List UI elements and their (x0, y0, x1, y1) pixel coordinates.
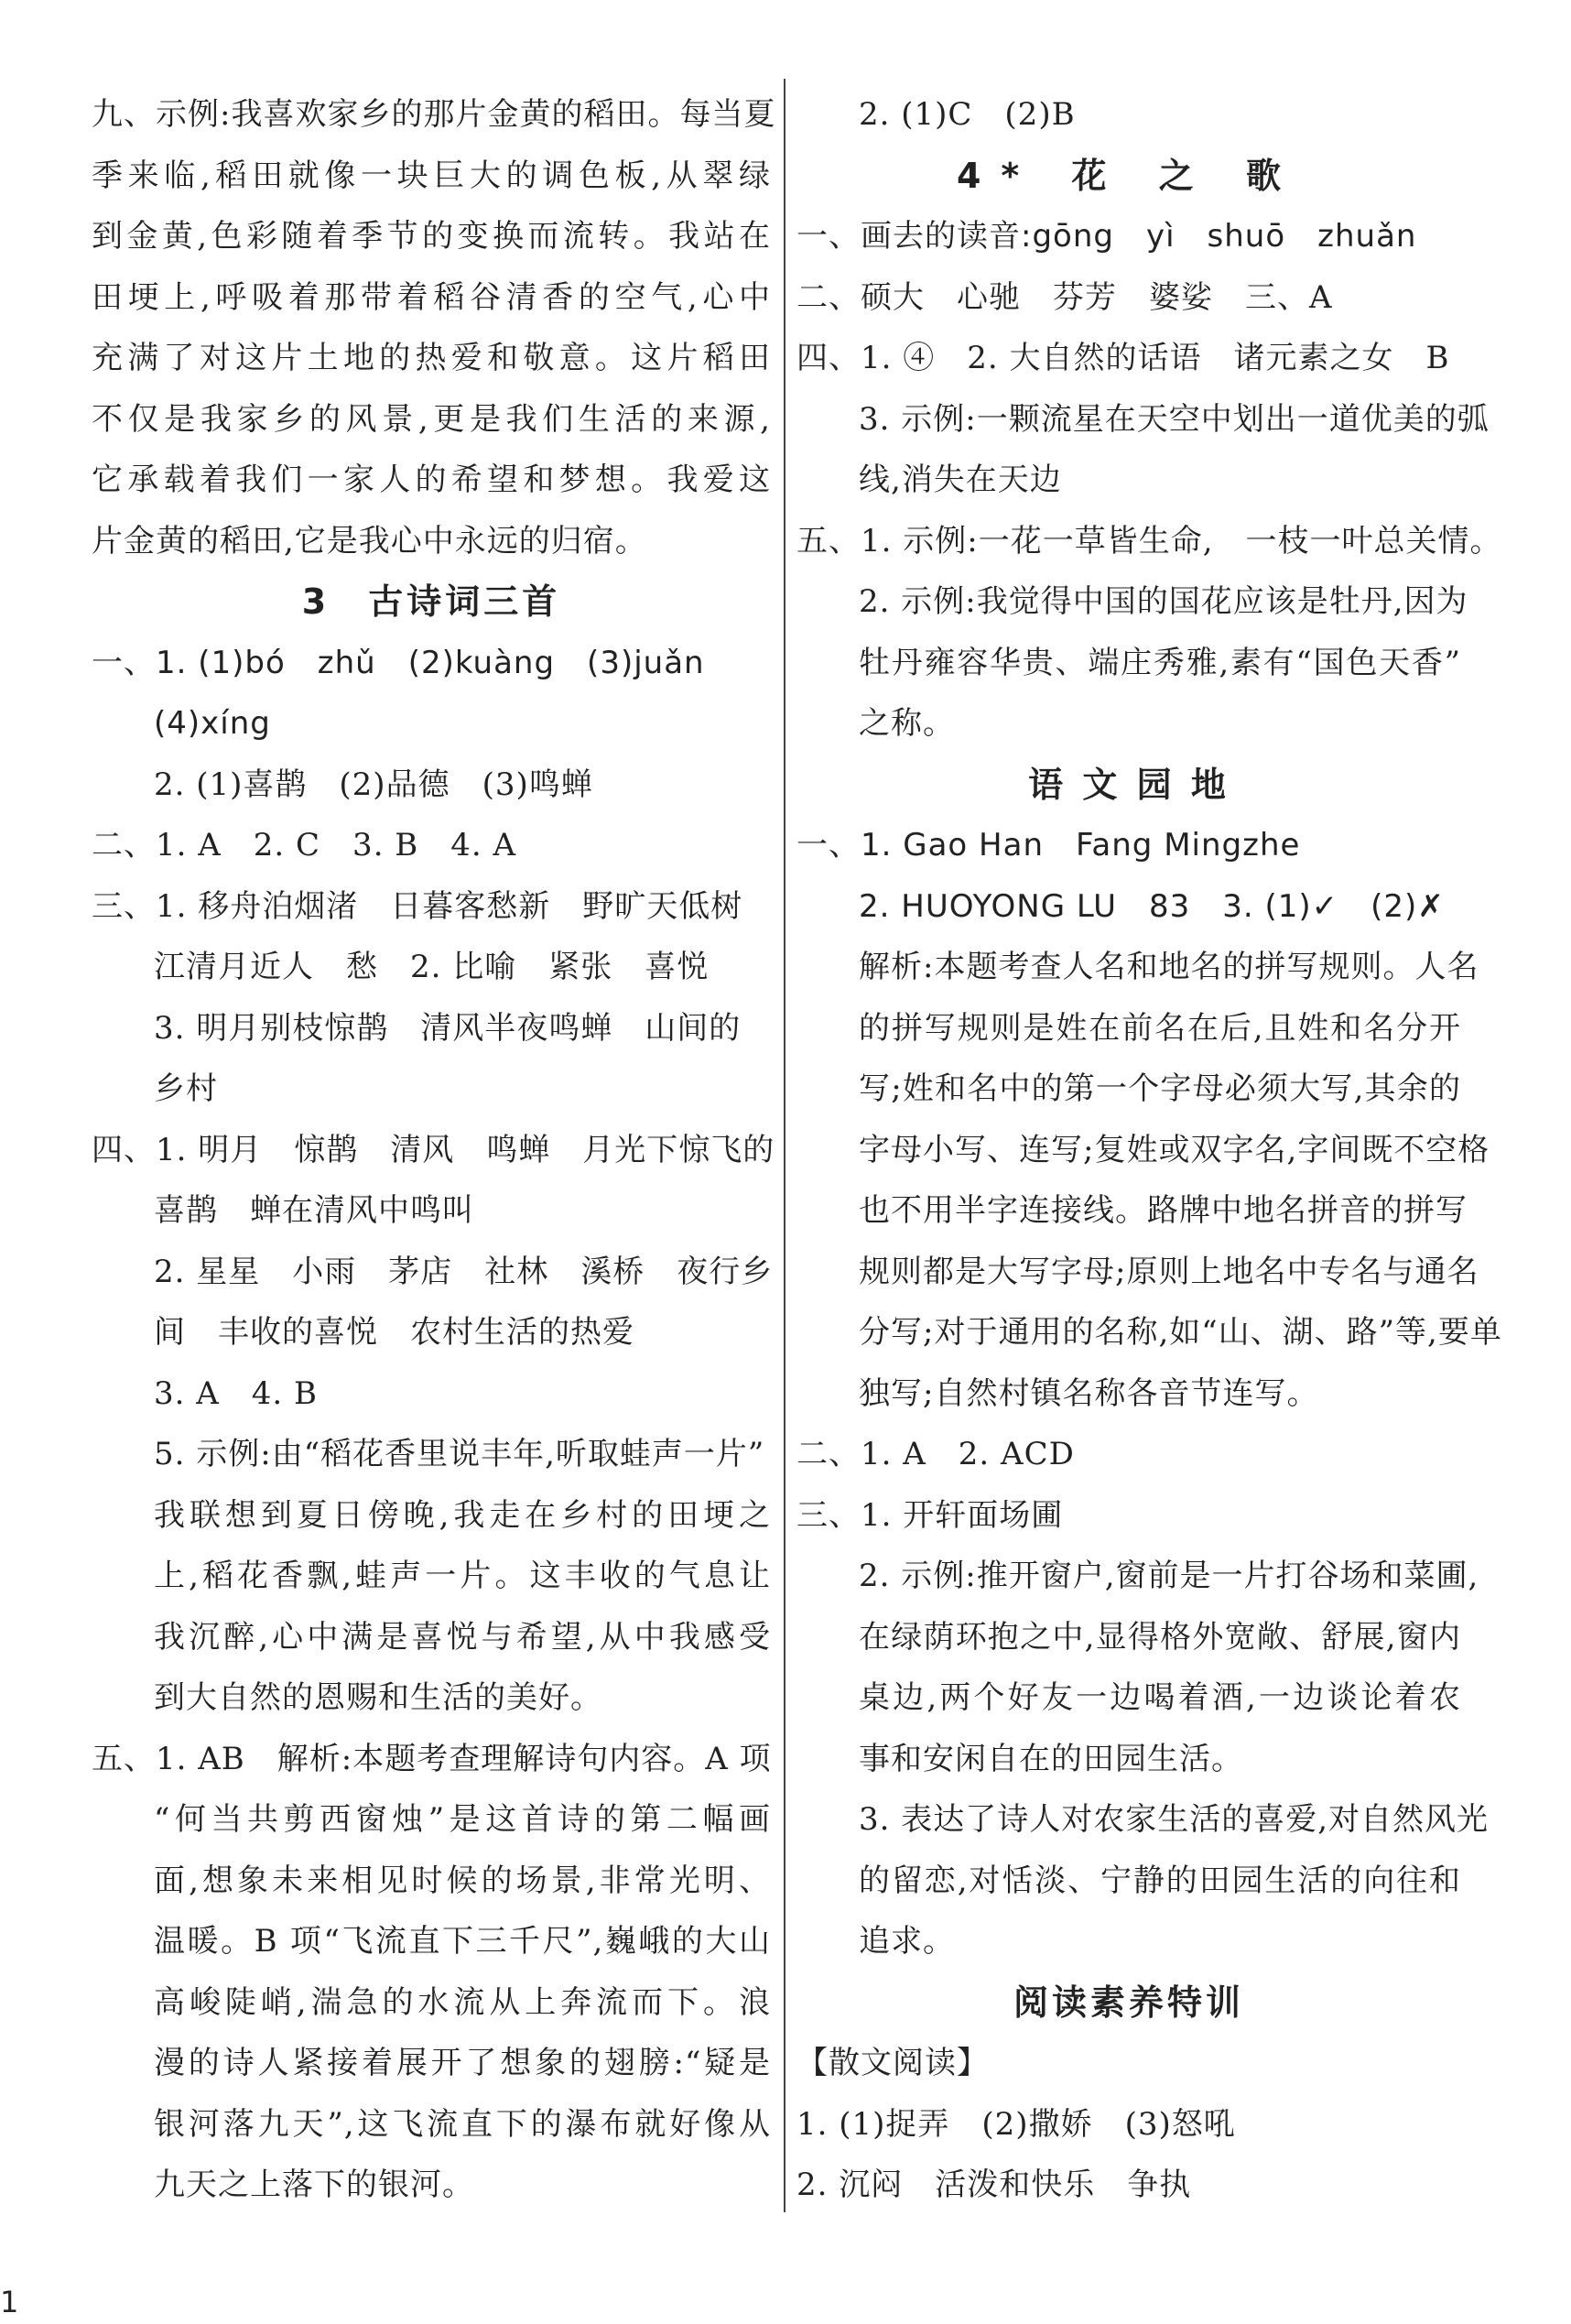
answer-line: 分写;对于通用的名称,如“山、湖、路”等,要单 (859, 1314, 1502, 1351)
answer-line: 2. HUOYONG LU 83 3. (1)✓ (2)✗ (859, 887, 1445, 925)
answer-line: 面,想象未来相见时候的场景,非常光明、 (154, 1862, 771, 1899)
section-heading: 语 文 园 地 (1028, 764, 1230, 805)
answer-line: 到金黄,色彩随着季节的变换而流转。我站在 (92, 218, 771, 255)
answer-line: 2. 沉闷 活泼和快乐 争执 (796, 2167, 1192, 2203)
answer-line: 一、1. (1)bó zhǔ (2)kuàng (3)juǎn (92, 644, 705, 681)
answer-line: 5. 示例:由“稻花香里说丰年,听取蛙声一片” (154, 1436, 765, 1472)
answer-line: 也不用半字连接线。路牌中地名拼音的拼写 (859, 1192, 1468, 1229)
answer-line: 2. 示例:我觉得中国的国花应该是牡丹,因为 (859, 583, 1468, 620)
section-heading: 3 古诗词三首 (301, 581, 561, 622)
answer-line: 一、1. Gao Han Fang Mingzhe (796, 827, 1301, 863)
answer-line: 【散文阅读】 (796, 2045, 989, 2081)
answer-line: 九天之上落下的银河。 (154, 2167, 474, 2203)
answer-line: 漫的诗人紧接着展开了想象的翅膀:“疑是 (154, 2045, 771, 2081)
answer-line: 三、1. 开轩面场圃 (796, 1496, 1064, 1534)
answer-line: 的拼写规则是姓在前名在后,且姓和名分开 (859, 1009, 1461, 1047)
answer-line: 3. 示例:一颗流星在天空中划出一道优美的弧 (859, 400, 1490, 438)
answer-line: 2. (1)C (2)B (859, 96, 1076, 133)
answer-line: 三、1. 移舟泊烟渚 日暮客愁新 野旷天低树 (92, 887, 743, 925)
answer-line: 充满了对这片土地的热爱和敬意。这片稻田 (92, 340, 771, 376)
page-number: 1 (0, 2285, 19, 2319)
answer-line: 追求。 (859, 1923, 955, 1960)
answer-line: 的留恋,对恬淡、宁静的田园生活的向往和 (859, 1862, 1461, 1899)
answer-line: 在绿荫环抱之中,显得格外宽敞、舒展,窗内 (859, 1618, 1461, 1656)
answer-line: 3. 表达了诗人对农家生活的喜爱,对自然风光 (859, 1801, 1490, 1838)
answer-line: 3. A 4. B (154, 1374, 319, 1412)
answer-line: 上,稻花香飘,蛙声一片。这丰收的气息让 (154, 1558, 771, 1594)
answer-line: 我联想到夏日傍晚,我走在乡村的田埂之 (154, 1496, 771, 1534)
right-column (796, 84, 1502, 2216)
answer-line: 喜鹊 蝉在清风中鸣叫 (154, 1192, 474, 1229)
answer-line: 五、1. AB 解析:本题考查理解诗句内容。A 项 (92, 1740, 772, 1777)
answer-line: 高峻陡峭,湍急的水流从上奔流而下。浪 (154, 1983, 771, 2021)
answer-line: 五、1. 示例:一花一草皆生命, 一枝一叶总关情。 (796, 522, 1502, 559)
answer-line: 字母小写、连写;复姓或双字名,字间既不空格 (859, 1131, 1490, 1168)
answer-line: 二、1. A 2. C 3. B 4. A (92, 827, 517, 863)
answer-line: 牡丹雍容华贵、端庄秀雅,素有“国色天香” (859, 644, 1461, 681)
answer-line: 片金黄的稻田,它是我心中永远的归宿。 (92, 522, 647, 559)
answer-line: 到大自然的恩赐和生活的美好。 (154, 1679, 602, 1716)
answer-line: 事和安闲自在的田园生活。 (859, 1740, 1243, 1777)
answer-line: 九、示例:我喜欢家乡的那片金黄的稻田。每当夏 (92, 96, 776, 133)
answer-line: 乡村 (154, 1070, 218, 1107)
answer-line: 写;姓和名中的第一个字母必须大写,其余的 (859, 1070, 1461, 1107)
column-divider (784, 79, 786, 2212)
section-heading: 阅读素养特训 (1013, 1982, 1244, 2023)
answer-line: 二、1. A 2. ACD (796, 1436, 1075, 1472)
answer-line: 线,消失在天边 (859, 462, 1062, 498)
answer-line: 解析:本题考查人名和地名的拼写规则。人名 (859, 949, 1479, 985)
answer-line: 独写;自然村镇名称各音节连写。 (859, 1374, 1319, 1412)
answer-line: 四、1. ④ 2. 大自然的话语 诸元素之女 B (796, 340, 1450, 376)
answer-line: 一、画去的读音:gōng yì shuō zhuǎn (796, 218, 1417, 255)
answer-line: 温暖。B 项“飞流直下三千尺”,巍峨的大山 (154, 1923, 771, 1960)
answer-line: 1. (1)捉弄 (2)撒娇 (3)怒吼 (796, 2105, 1236, 2143)
answer-line: 3. 明月别枝惊鹊 清风半夜鸣蝉 山间的 (154, 1009, 742, 1047)
left-column (92, 84, 776, 2216)
answer-line: 我沉醉,心中满是喜悦与希望,从中我感受 (154, 1618, 771, 1656)
answer-line: 二、硕大 心驰 芬芳 婆娑 三、A (796, 278, 1333, 316)
answer-line: 江清月近人 愁 2. 比喻 紧张 喜悦 (154, 949, 710, 985)
answer-line: 它承载着我们一家人的希望和梦想。我爱这 (92, 462, 771, 498)
answer-line: 间 丰收的喜悦 农村生活的热爱 (154, 1314, 634, 1351)
section-heading: 4* 花 之 歌 (956, 155, 1301, 196)
answer-line: 季来临,稻田就像一块巨大的调色板,从翠绿 (92, 157, 771, 194)
answer-line: 桌边,两个好友一边喝着酒,一边谈论着农 (859, 1679, 1461, 1716)
answer-line: “何当共剪西窗烛”是这首诗的第二幅画 (154, 1801, 771, 1838)
answer-line: 之称。 (859, 705, 955, 742)
answer-line: 田埂上,呼吸着那带着稻谷清香的空气,心中 (92, 278, 771, 316)
answer-line: 规则都是大写字母;原则上地名中专名与通名 (859, 1253, 1479, 1290)
answer-line: 不仅是我家乡的风景,更是我们生活的来源, (92, 400, 771, 438)
answer-line: 2. 示例:推开窗户,窗前是一片打谷场和菜圃, (859, 1558, 1479, 1594)
answer-line: 银河落九天”,这飞流直下的瀑布就好像从 (154, 2105, 771, 2143)
answer-line: (4)xíng (154, 705, 271, 742)
answer-line: 2. (1)喜鹊 (2)品德 (3)鸣蝉 (154, 766, 593, 803)
answer-line: 2. 星星 小雨 茅店 社林 溪桥 夜行乡 (154, 1253, 774, 1290)
answer-line: 四、1. 明月 惊鹊 清风 鸣蝉 月光下惊飞的 (92, 1131, 775, 1168)
